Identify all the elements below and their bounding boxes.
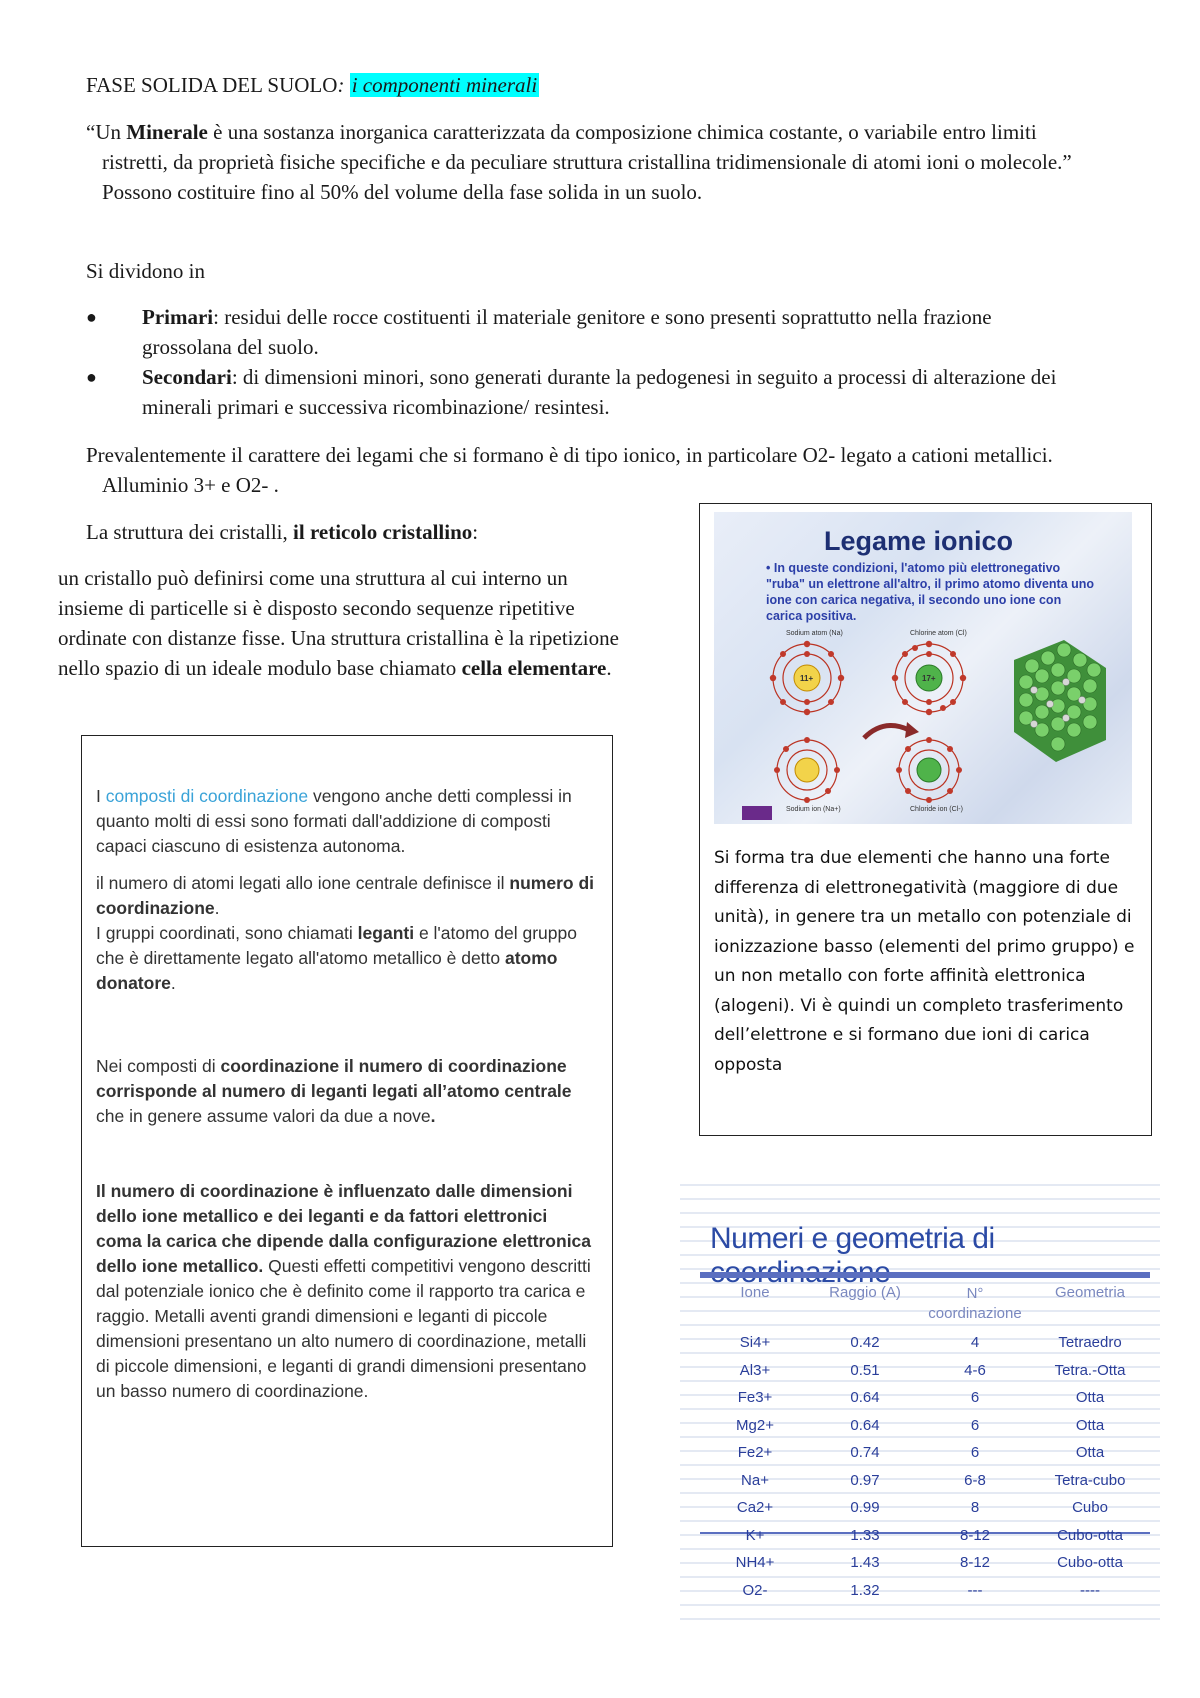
- bullet-icon: ●: [86, 307, 97, 327]
- table-cell-coordination-number: 8-12: [959, 1526, 991, 1544]
- p5-rest: Questi effetti competitivi vengono descritti dal potenziale ionico che è definito come il rapporto tra carica e raggio. Metalli aventi grandi dimensioni e leganti di piccole dimensioni presentano un alto numero di coordinazione, metalli di piccole dimensioni, e leganti di grandi dimensioni presentano un basso numero di coordinazione.: [96, 1256, 591, 1401]
- table-cell-ion: O2-: [742, 1581, 768, 1599]
- table-cell-coordination-number: 4-6: [964, 1361, 986, 1379]
- cl-core-label: 17+: [922, 674, 936, 683]
- table-cell-radius: 0.51: [850, 1361, 880, 1379]
- structure-post: :: [472, 520, 479, 544]
- crystal-definition: [58, 563, 638, 683]
- header-ione: Ione: [740, 1284, 770, 1301]
- table-cell-radius: 0.74: [850, 1444, 880, 1461]
- p2-a: il numero di atomi legati allo ione centrale definisce il: [96, 873, 510, 893]
- table-title: Numeri e geometria di: [710, 1222, 995, 1255]
- list-item-secondari: [86, 362, 1086, 422]
- p3-c: e l'atomo del gruppo che è direttamente legato all'atomo metallico è detto: [96, 923, 577, 968]
- definition-text: è una sostanza inorganica caratterizzata da composizione chimica costante, o variabile entro limiti ristretti, da proprietà fisiche specifiche e da peculiare struttura cristallina tridimensionale di atomi ioni o molecole.” Possono costituire fino al 50% del volume della fase solida in un suolo.: [102, 120, 1072, 204]
- nacl-lattice-icon: [1014, 640, 1106, 762]
- slide-title: Legame ionico: [824, 526, 1014, 556]
- slide-badge: [742, 806, 772, 820]
- p4-bold: coordinazione il numero di coordinazione corrisponde al numero di leganti legati all’atomo centrale: [96, 1056, 572, 1101]
- table-cell-coordination-number: 8: [970, 1499, 980, 1516]
- table-cell-coordination-number: 6: [970, 1416, 980, 1434]
- p5-bold: Il numero di coordinazione è influenzato dalle dimensioni dello ione metallico e dei leganti e da fattori elettronici coma la carica che dipende dalla configurazione elettronica dello ione metallico.: [96, 1181, 592, 1276]
- bullet-icon: ●: [86, 367, 97, 387]
- ionic-bond-diagram: [714, 620, 1132, 824]
- table-cell-geometry: Cubo: [1072, 1499, 1108, 1516]
- table-header-rule: [700, 1272, 1150, 1278]
- definition-open: “Un: [86, 120, 127, 144]
- bonds-paragraph: Prevalentemente il carattere dei legami che si formano è di tipo ionico, in particolare O2- legato a cationi metallici. Alluminio 3+ e O2- .: [86, 443, 1053, 497]
- na-core-label: 11+: [800, 674, 814, 683]
- table-cell-radius: 0.97: [850, 1471, 880, 1489]
- p1-pre: I: [96, 786, 106, 806]
- header-n-coordinazione: N° coordinazione: [928, 1285, 1022, 1322]
- ionic-bond-box: [699, 503, 1152, 1136]
- table-cell-geometry: Tetraedro: [1058, 1334, 1122, 1351]
- title-prefix: FASE SOLIDA DEL SUOLO: [86, 73, 338, 97]
- table-cell-geometry: Cubo-otta: [1057, 1554, 1123, 1571]
- table-cell-coordination-number: 6-8: [964, 1471, 986, 1489]
- table-cell-geometry: Otta: [1075, 1389, 1105, 1406]
- label-na-bottom: Sodium ion (Na+): [786, 806, 841, 813]
- list-item-primari: [86, 302, 1086, 362]
- table-cell-coordination-number: 6: [970, 1389, 980, 1406]
- structure-term: il reticolo cristallino: [293, 520, 473, 544]
- title-highlight: i componenti minerali: [351, 73, 538, 97]
- table-cell-radius: 0.64: [850, 1389, 880, 1406]
- table-cell-geometry: Tetra-cubo: [1054, 1471, 1126, 1489]
- table-cell-radius: 0.42: [850, 1334, 880, 1351]
- p3-e: .: [170, 973, 176, 993]
- secondari-text: : di dimensioni minori, sono generati durante la pedogenesi in seguito a processi di alterazione dei minerali primari e successiva ricombinazione/ resintesi.: [142, 365, 1057, 419]
- table-cell-geometry: Otta: [1075, 1416, 1105, 1434]
- table-cell-ion: K+: [745, 1526, 765, 1544]
- table-cell-radius: 1.32: [850, 1581, 880, 1599]
- crystal-term: cella elementare: [461, 656, 607, 680]
- table-cell-radius: 0.99: [850, 1499, 880, 1516]
- table-cell-radius: 1.33: [850, 1526, 880, 1544]
- mineral-types-list: [86, 302, 1086, 422]
- coordination-table: [700, 1284, 1150, 1599]
- coordination-link[interactable]: composti di coordinazione: [105, 786, 309, 806]
- table-cell-coordination-number: 4: [970, 1334, 980, 1351]
- table-cell-radius: 0.64: [850, 1416, 880, 1434]
- p2-c: .: [214, 898, 220, 918]
- p2-term: numero di coordinazione: [96, 873, 595, 918]
- table-cell-ion: Al3+: [739, 1361, 771, 1379]
- transfer-arrow-icon: [864, 726, 909, 739]
- divide-label: Si dividono in: [86, 259, 206, 283]
- p3-term-donatore: atomo donatore: [96, 948, 558, 993]
- coordination-textbox: I composti di coordinazione vengono anche detti complessi in quanto molti di essi sono formati dall'addizione di composti capaci ciascuno di esistenza autonoma. il numero di atomi legati allo ione centrale definisce il numero di coordinazione. I gruppi coordinati, sono chiamati leganti e l'atomo del gruppo che è direttamente legato all'atomo metallico è detto atomo donatore. Nei composti di coordinazione il numero di coordinazione corrisponde al numero di leganti legati all’atomo centrale che in genere assume valori da due a nove. Il numero di coordinazione è influenzato dalle dimensioni dello ione metallico e dei leganti e da fattori elettronici coma la carica che dipende dalla configurazione elettronica dello ione metallico. Questi effetti competitivi vengono descritti dal potenziale ionico che è definito come il rapporto tra carica e raggio. Metalli aventi grandi dimensioni e leganti di piccole dimensioni presentano un alto numero di coordinazione, metalli di piccole dimensioni, e leganti di grandi dimensioni presentano un basso numero di coordinazione.: [81, 735, 613, 1547]
- title-separator: :: [337, 73, 350, 97]
- table-cell-coordination-number: 8-12: [959, 1554, 991, 1571]
- table-cell-ion: Fe2+: [737, 1444, 773, 1461]
- label-cl-bottom: Chloride ion (Cl-): [910, 806, 963, 813]
- p4-c: che in genere assume valori da due a nove: [96, 1106, 431, 1126]
- table-cell-ion: NH4+: [735, 1554, 775, 1571]
- p3-a: I gruppi coordinati, sono chiamati: [96, 923, 358, 943]
- p4-a: Nei composti di: [96, 1056, 221, 1076]
- primari-text: : residui delle rocce costituenti il materiale genitore e sono presenti soprattutto nella frazione grossolana del suolo.: [142, 305, 992, 359]
- chloride-ion-icon: [896, 737, 962, 803]
- table-cell-geometry: ----: [1080, 1581, 1100, 1599]
- coordination-table-figure: [680, 1172, 1160, 1622]
- label-na-top: Sodium atom (Na): [786, 630, 843, 637]
- label-cl-top: Chlorine atom (Cl): [910, 630, 967, 637]
- primari-term: Primari: [142, 305, 214, 329]
- table-cell-coordination-number: 6: [970, 1444, 980, 1461]
- table-cell-ion: Si4+: [739, 1334, 771, 1351]
- sodium-ion-icon: [774, 737, 840, 803]
- crystal-text: un cristallo può definirsi come una struttura al cui interno un insieme di particelle si è disposto secondo sequenze ripetitive ordinate con distanze fisse. Una struttura cristallina è la ripetizione nello spazio di un ideale modulo base chiamato: [58, 566, 619, 680]
- table-cell-ion: Na+: [741, 1471, 769, 1489]
- table-cell-coordination-number: ---: [967, 1581, 983, 1599]
- mineral-definition: [86, 117, 1102, 207]
- table-cell-geometry: Otta: [1075, 1444, 1105, 1461]
- ionic-bond-slide: [714, 512, 1132, 824]
- slide-bullet: • In queste condizioni, l'atomo più elettronegativo "ruba" un elettrone all'altro, il primo atomo diventa uno ione con carica negativa, il secondo uno ione con carica positiva.: [766, 561, 1095, 623]
- structure-heading: [86, 517, 478, 547]
- table-cell-geometry: Cubo-otta: [1057, 1526, 1123, 1544]
- table-cell-ion: Fe3+: [737, 1389, 773, 1406]
- structure-pre: La struttura dei cristalli,: [86, 520, 294, 544]
- table-cell-ion: Ca2+: [736, 1499, 774, 1516]
- secondari-term: Secondari: [142, 365, 232, 389]
- ionic-caption: Si forma tra due elementi che hanno una forte differenza di elettronegatività (maggiore di due unità), in genere tra un metallo con potenziale di ionizzazione basso (elementi del primo gruppo) e un non metallo con forte affinità elettronica (alogeni). Vi è quindi un completo trasferimento dell’elettrone e si formano due ioni di carica opposta: [714, 848, 1135, 1075]
- header-geometria: Geometria: [1054, 1284, 1126, 1301]
- p3-term-leganti: leganti: [357, 923, 415, 943]
- header-raggio: Raggio (A): [829, 1284, 901, 1301]
- table-cell-ion: Mg2+: [736, 1416, 774, 1434]
- table-cell-geometry: Tetra.-Otta: [1054, 1361, 1126, 1379]
- p1-post: vengono anche detti complessi in quanto molti di essi sono formati dall'addizione di composti capaci ciascuno di esistenza autonoma.: [96, 786, 572, 856]
- page-title: [86, 70, 1126, 100]
- table-cell-radius: 1.43: [850, 1554, 880, 1571]
- crystal-end: .: [606, 656, 612, 680]
- definition-term: Minerale: [126, 120, 208, 144]
